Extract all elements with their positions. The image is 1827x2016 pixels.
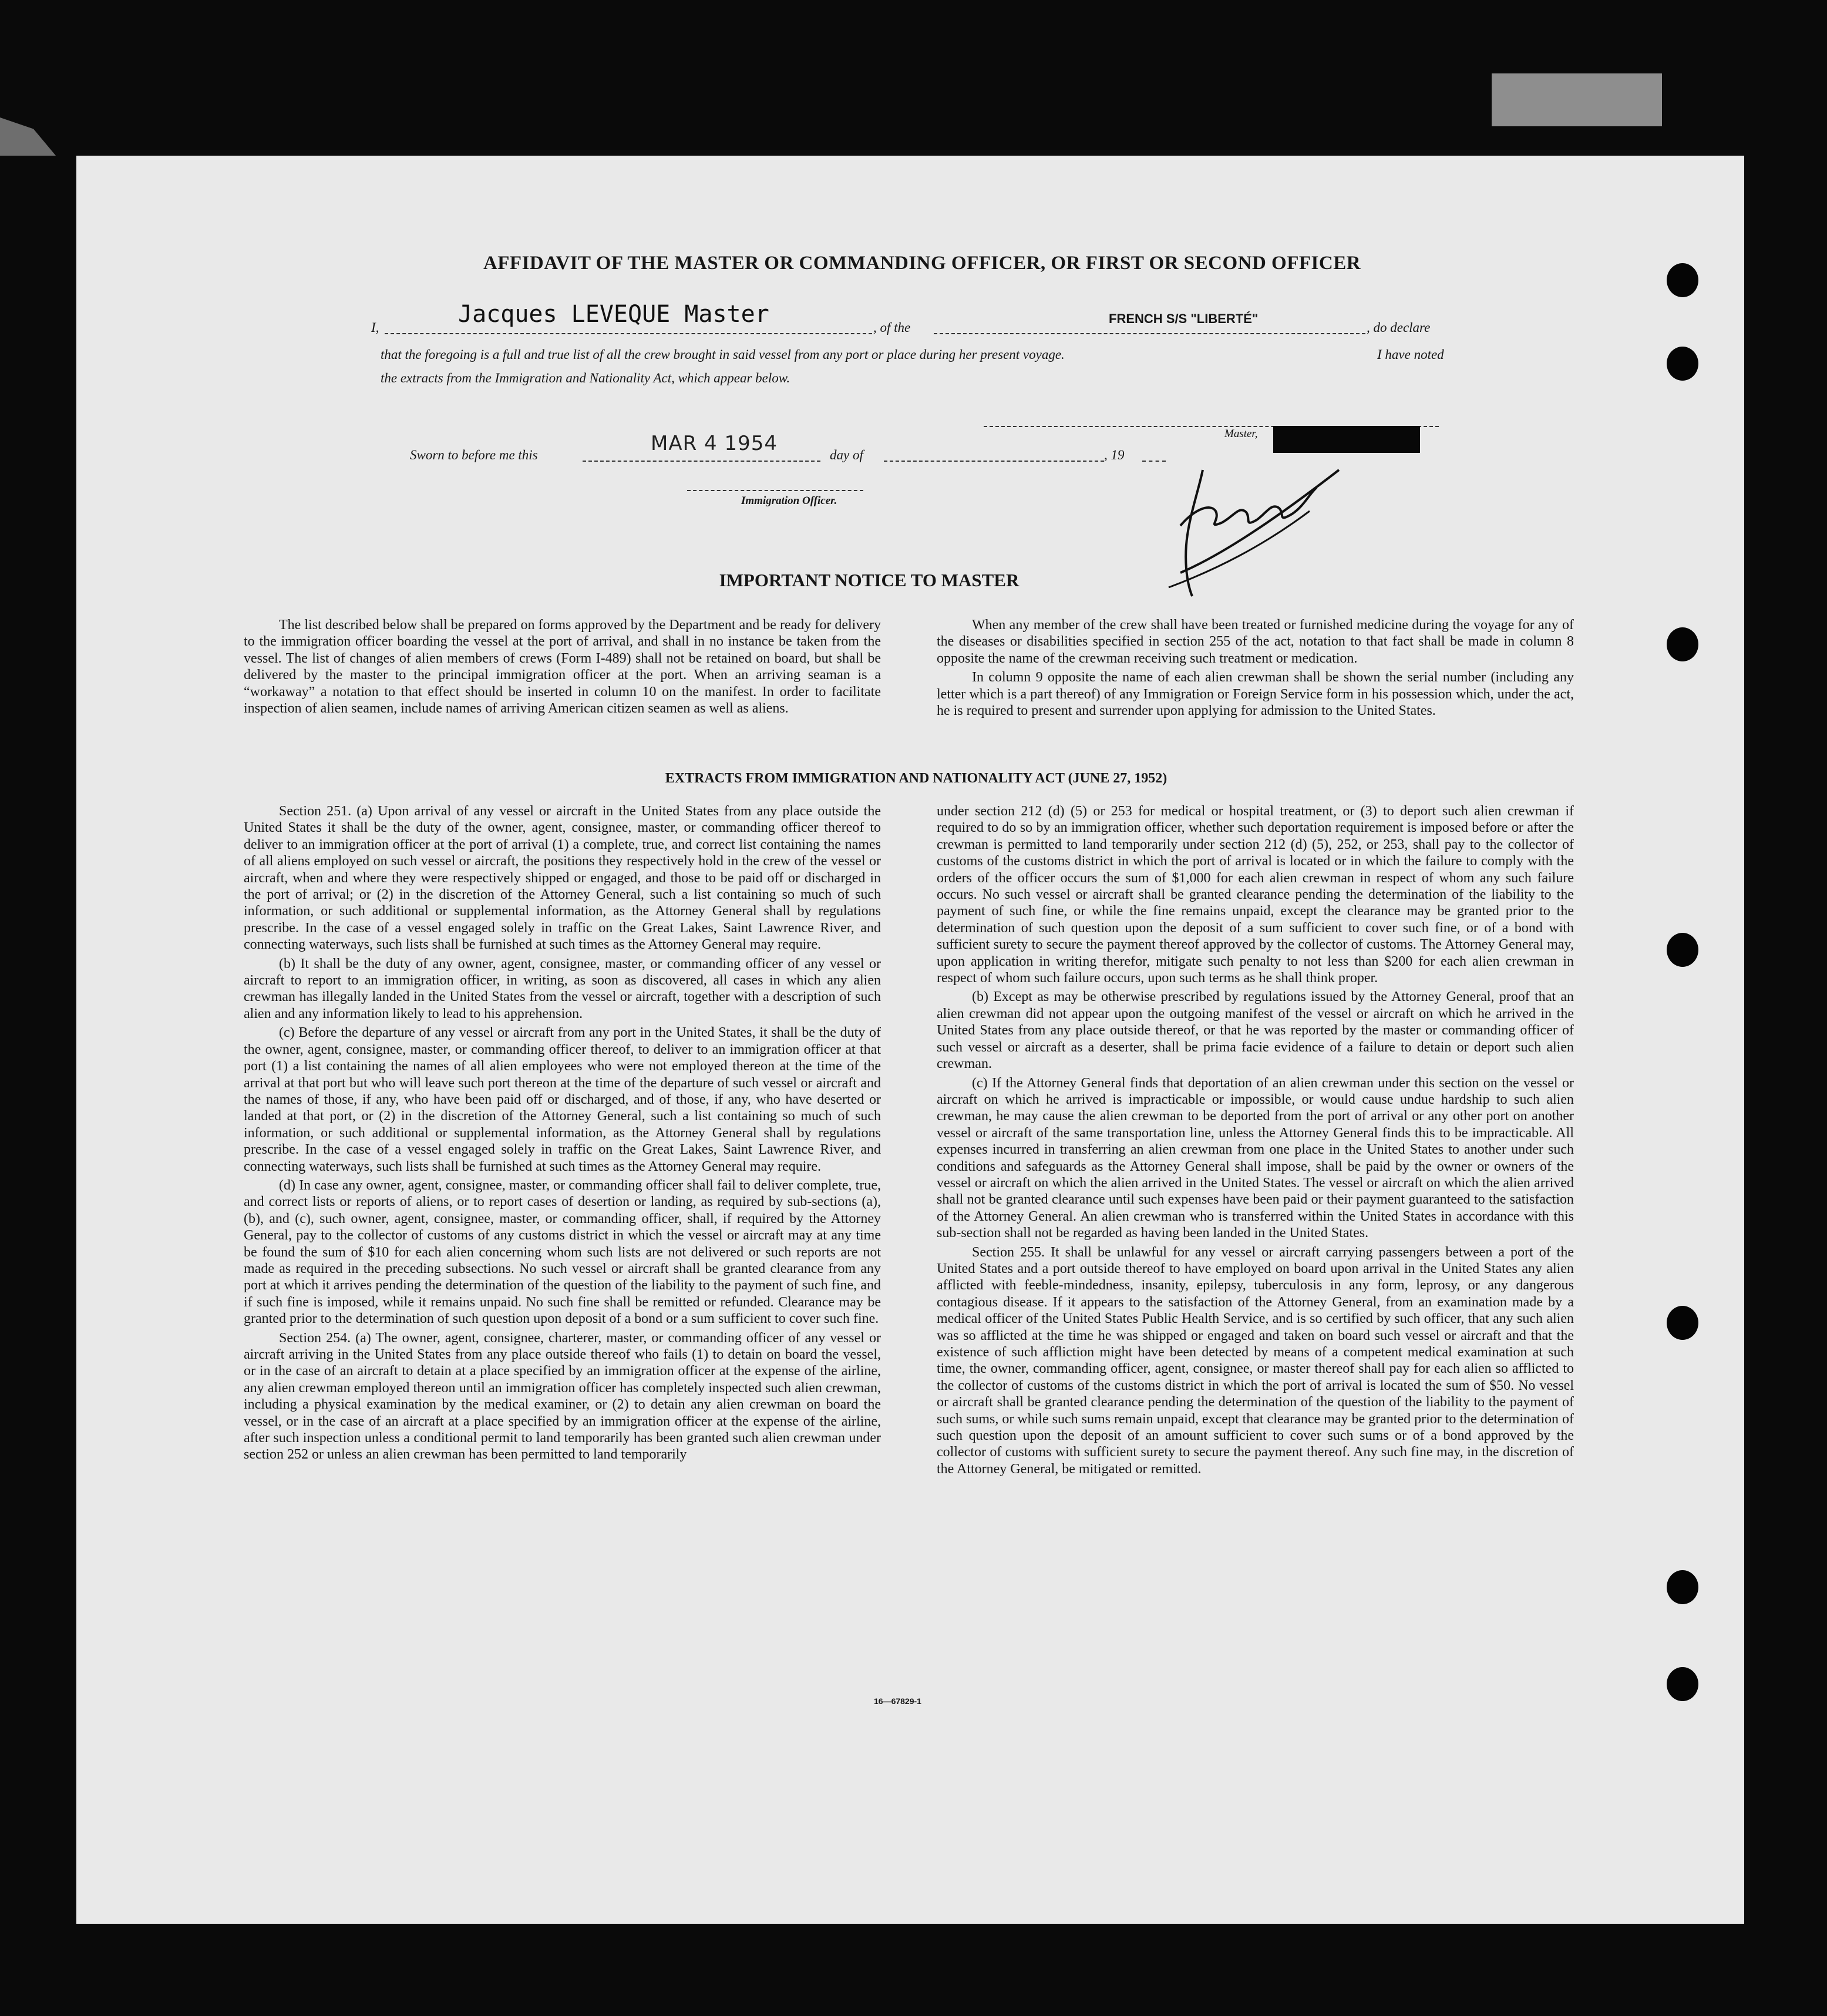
statement-line-1: that the foregoing is a full and true list of all the crew brought in said vessel from any port or place during her present voyage. [381,347,1065,362]
of-the-label: , of the [873,320,911,335]
notice-right-column [937,617,1574,719]
extracts-left-column [244,803,881,1463]
extracts-right-column [937,803,1574,1477]
notice-left-column [244,617,881,717]
punch-hole [1667,347,1698,381]
punch-hole [1667,627,1698,661]
affidavit-title: AFFIDAVIT OF THE MASTER OR COMMANDING OFFICER, OR FIRST OR SECOND OFFICER [483,253,1361,274]
officer-signature-line [687,490,863,491]
act-paragraph: Section 251. (a) Upon arrival of any vessel or aircraft in the United States from any place outside the United States it shall be the duty of the owner, agent, consignee, master, or commanding officer thereof to deliver to an immigration officer at the port of arrival (1) a complete, true, and correct list containing the names of all aliens employed on such vessel or aircraft, the positions they respectively hold in the crew of the vessel or aircraft, when and where they were respectively shipped or engaged, and those to be paid off or discharged in the port of arrival; or (2) in the discretion of the Attorney General, such a list containing so much of such information, or such additional or supplemental information, as the Attorney General shall by regulations prescribe. In the case of a vessel engaged solely in traffic on the Great Lakes, Saint Lawrence River, and connecting waterways, such lists shall be furnished at such times as the Attorney General may require. [244,804,881,953]
punch-hole [1667,263,1698,297]
punch-hole [1667,1306,1698,1340]
sworn-date-line [583,461,820,462]
year-label: , 19 [1104,448,1125,462]
vessel-line [934,333,1365,334]
handwritten-signature [1145,446,1368,605]
day-of-label: day of [830,448,863,462]
act-paragraph: (c) If the Attorney General finds that deportation of an alien crewman under this section on the vessel or aircraft on which he arrived is impracticable or impossible, or would cause undue hardship to such alien crewman, he may cause the alien crewman to be deported from the port of arrival or any other port on another vessel or aircraft of the same transportation line, unless the Attorney General finds this to be impracticable. All expenses incurred in transferring an alien crewman from one place in the United States to another under such conditions and safeguards as the Attorney General shall impose, shall be paid by the owner or owners of the vessel or aircraft on which the alien arrived in the United States. The vessel or aircraft on which the alien arrived shall not be granted clearance until such expenses have been paid or their payment guaranteed to the satisfaction of the Attorney General. An alien crewman who is transferred within the United States in accordance with this sub-section shall not be regarded as having been landed in the United States. [937,1075,1574,1241]
vessel-name-field: FRENCH S/S "LIBERTÉ" [1109,311,1259,326]
punch-hole [1667,1667,1698,1701]
name-line [385,333,872,334]
act-paragraph: Section 255. It shall be unlawful for any vessel or aircraft carrying passengers between a port of the United States and a port outside thereof to have employed on board upon arrival in the United States any alien afflicted with feeble-mindedness, insanity, epilepsy, tuberculosis in any form, leprosy, or any dangerous contagious disease. If it appears to the satisfaction of the Attorney General, from an examination made by a medical officer of the United States Public Health Service, and is so certified by such officer, that any such alien was so afflicted at the time he was shipped or engaged and taken on board such vessel or aircraft and that the existence of such affliction might have been detected by means of a competent medical examination at such time, the owner, commanding officer, agent, consignee, or master thereof shall pay for each alien so afflicted to the collector of customs of the customs district in which the port of arrival is located the sum of $50. No vessel or aircraft shall be granted clearance pending the determination of the question of the liability to the payment of such sums, or while such sums remain unpaid, except that clearance may be granted prior to the determination of such question upon the deposit of an amount sufficient to cover such sums or of a bond approved by the collector of customs with sufficient surety to secure the payment thereof. Any such fine may, in the discretion of the Attorney General, be mitigated or remitted. [937,1244,1574,1477]
sworn-date-stamp: MAR 4 1954 [651,432,778,455]
immigration-officer-label: Immigration Officer. [741,495,837,507]
i-label: I, [371,320,379,335]
act-paragraph: (c) Before the departure of any vessel or aircraft from any port in the United States, it shall be the duty of the owner, agent, consignee, master, or commanding officer thereof, to deliver to an immigration officer at that port (1) a list containing the names of all alien employees who were not employed thereon at the time of the arrival at that port but who will leave such port thereon at the time of the departure of such vessel or aircraft and the names of those, if any, who have been paid off or discharged, and of those, if any, who have deserted or landed at that port, or (2) in the discretion of the Attorney General, such a list containing so much of such information, or such additional or supplemental information, as the Attorney General shall by regulations prescribe. In the case of a vessel engaged solely in traffic on the Great Lakes, Saint Lawrence River, and connecting waterways, such lists shall be furnished at such times as the Attorney General may require. [244,1025,881,1174]
act-paragraph: Section 254. (a) The owner, agent, consignee, charterer, master, or commanding officer of any vessel or aircraft arriving in the United States from any place outside thereof who fails (1) to detain on board the vessel, or in the case of an aircraft to detain at a place specified by an immigration officer at the expense of the airline, any alien crewman employed thereon until an immigration officer has completely inspected such alien crewman, including a physical examination by the medical examiner, or (2) to detain any alien crewman on board the vessel, or in the case of an aircraft at a place specified by an immigration officer at the expense of the airline, after such inspection unless a conditional permit to land temporarily has been granted such alien crewman under section 252 or unless an alien crewman has been permitted to land temporarily [244,1330,881,1463]
do-declare-label: , do declare [1367,320,1431,335]
notice-paragraph: The list described below shall be prepared on forms approved by the Department and be ready for delivery to the immigration officer boarding the vessel at the port of arrival, and shall in no instance be taken from the vessel. The list of changes of alien members of crews (Form I-489) shall not be retained on board, but shall be delivered by the master to the principal immigration officer at the port. When an arriving seaman is a “workaway” a notation to that effect should be inserted in column 10 on the manifest. In order to facilitate inspection of alien seamen, include names of arriving American citizen seamen as well as aliens. [244,617,881,717]
master-label: Master, [1224,428,1258,440]
act-paragraph: (b) It shall be the duty of any owner, agent, consignee, master, or commanding officer of any vessel or aircraft to report to an immigration officer, in writing, as soon as discovered, all cases in which any alien crewman has illegally landed in the United States from the vessel or aircraft, together with a description of such alien and any information likely to lead to his apprehension. [244,956,881,1022]
scan-artifact [1492,73,1662,126]
act-paragraph: (d) In case any owner, agent, consignee, master, or commanding officer shall fail to deliver complete, true, and correct lists or reports of aliens, or to report cases of desertion or landing, as required by sub-sections (a), (b), and (c), such owner, agent, consignee, master, or commanding officer, shall, if required by the Attorney General, pay to the collector of customs of any customs district in which the vessel or aircraft may at any time be found the sum of $10 for each alien concerning whom such lists are not delivered or such reports are not made as required in the preceding subsections. No such vessel or aircraft shall be granted clearance from any port at which it arrives pending the determination of the question of the liability to the payment of such fine, and if such fine is imposed, while it remains unpaid. No such fine shall be remitted or refunded. Clearance may be granted prior to the determination of such question upon deposit of a bond or a sum sufficient to cover such fine. [244,1177,881,1327]
notice-title: IMPORTANT NOTICE TO MASTER [719,570,1020,590]
act-paragraph: under section 212 (d) (5) or 253 for medical or hospital treatment, or (3) to deport such alien crewman if required to do so by an immigration officer, whether such deportation requirement is imposed before or after the crewman is permitted to land temporarily under section 212 (d) (5), 252, or 253, shall pay to the collector of customs of the customs district in which the port of arrival is located or in which the failure to comply with the orders of the officer occurs the sum of $1,000 for each alien crewman in respect of whom any such failure occurs. No such vessel or aircraft shall be granted clearance pending the determination of the liability to the payment of such fine, or while the fine remains unpaid, except the clearance may be granted prior to the determination of such question upon the deposit of a sum sufficient to cover such fine, or of a bond with sufficient surety to secure the payment thereof approved by the collector of customs. The Attorney General may, upon application in writing therefor, mitigate such penalty to not less than $200 for each alien crewman in respect of whom such failure occurs, upon such terms as he shall think proper. [937,804,1574,986]
extracts-title: EXTRACTS FROM IMMIGRATION AND NATIONALITY ACT (JUNE 27, 1952) [665,771,1167,786]
month-line [884,461,1104,462]
scan-artifact [0,117,56,156]
form-code: 16—67829-1 [874,1696,921,1706]
statement-line-2: the extracts from the Immigration and Nationality Act, which appear below. [381,371,790,385]
master-name-field: Jacques LEVEQUE Master [458,301,769,328]
punch-hole [1667,1570,1698,1604]
act-paragraph: (b) Except as may be otherwise prescribed by regulations issued by the Attorney General, proof that an alien crewman did not appear upon the outgoing manifest of the vessel or aircraft on which he arrived in the United States from any place outside thereof, or that he was reported by the master or commanding officer of such vessel or aircraft as a deserter, shall be prima facie evidence of a failure to detain or deport such alien crewman. [937,989,1574,1072]
sworn-label: Sworn to before me this [410,448,538,462]
notice-paragraph: In column 9 opposite the name of each alien crewman shall be shown the serial number (including any letter which is a part thereof) of any Immigration or Foreign Service form in his possession which, under the act, he is required to present and surrender upon applying for admission to the United States. [937,670,1574,719]
statement-line-1-end: I have noted [1377,347,1444,362]
notice-paragraph: When any member of the crew shall have been treated or furnished medicine during the voyage for any of the diseases or disabilities specified in section 255 of the act, notation to that fact shall be made in column 8 opposite the name of the crewman receiving such treatment or medication. [937,617,1574,666]
punch-hole [1667,933,1698,967]
